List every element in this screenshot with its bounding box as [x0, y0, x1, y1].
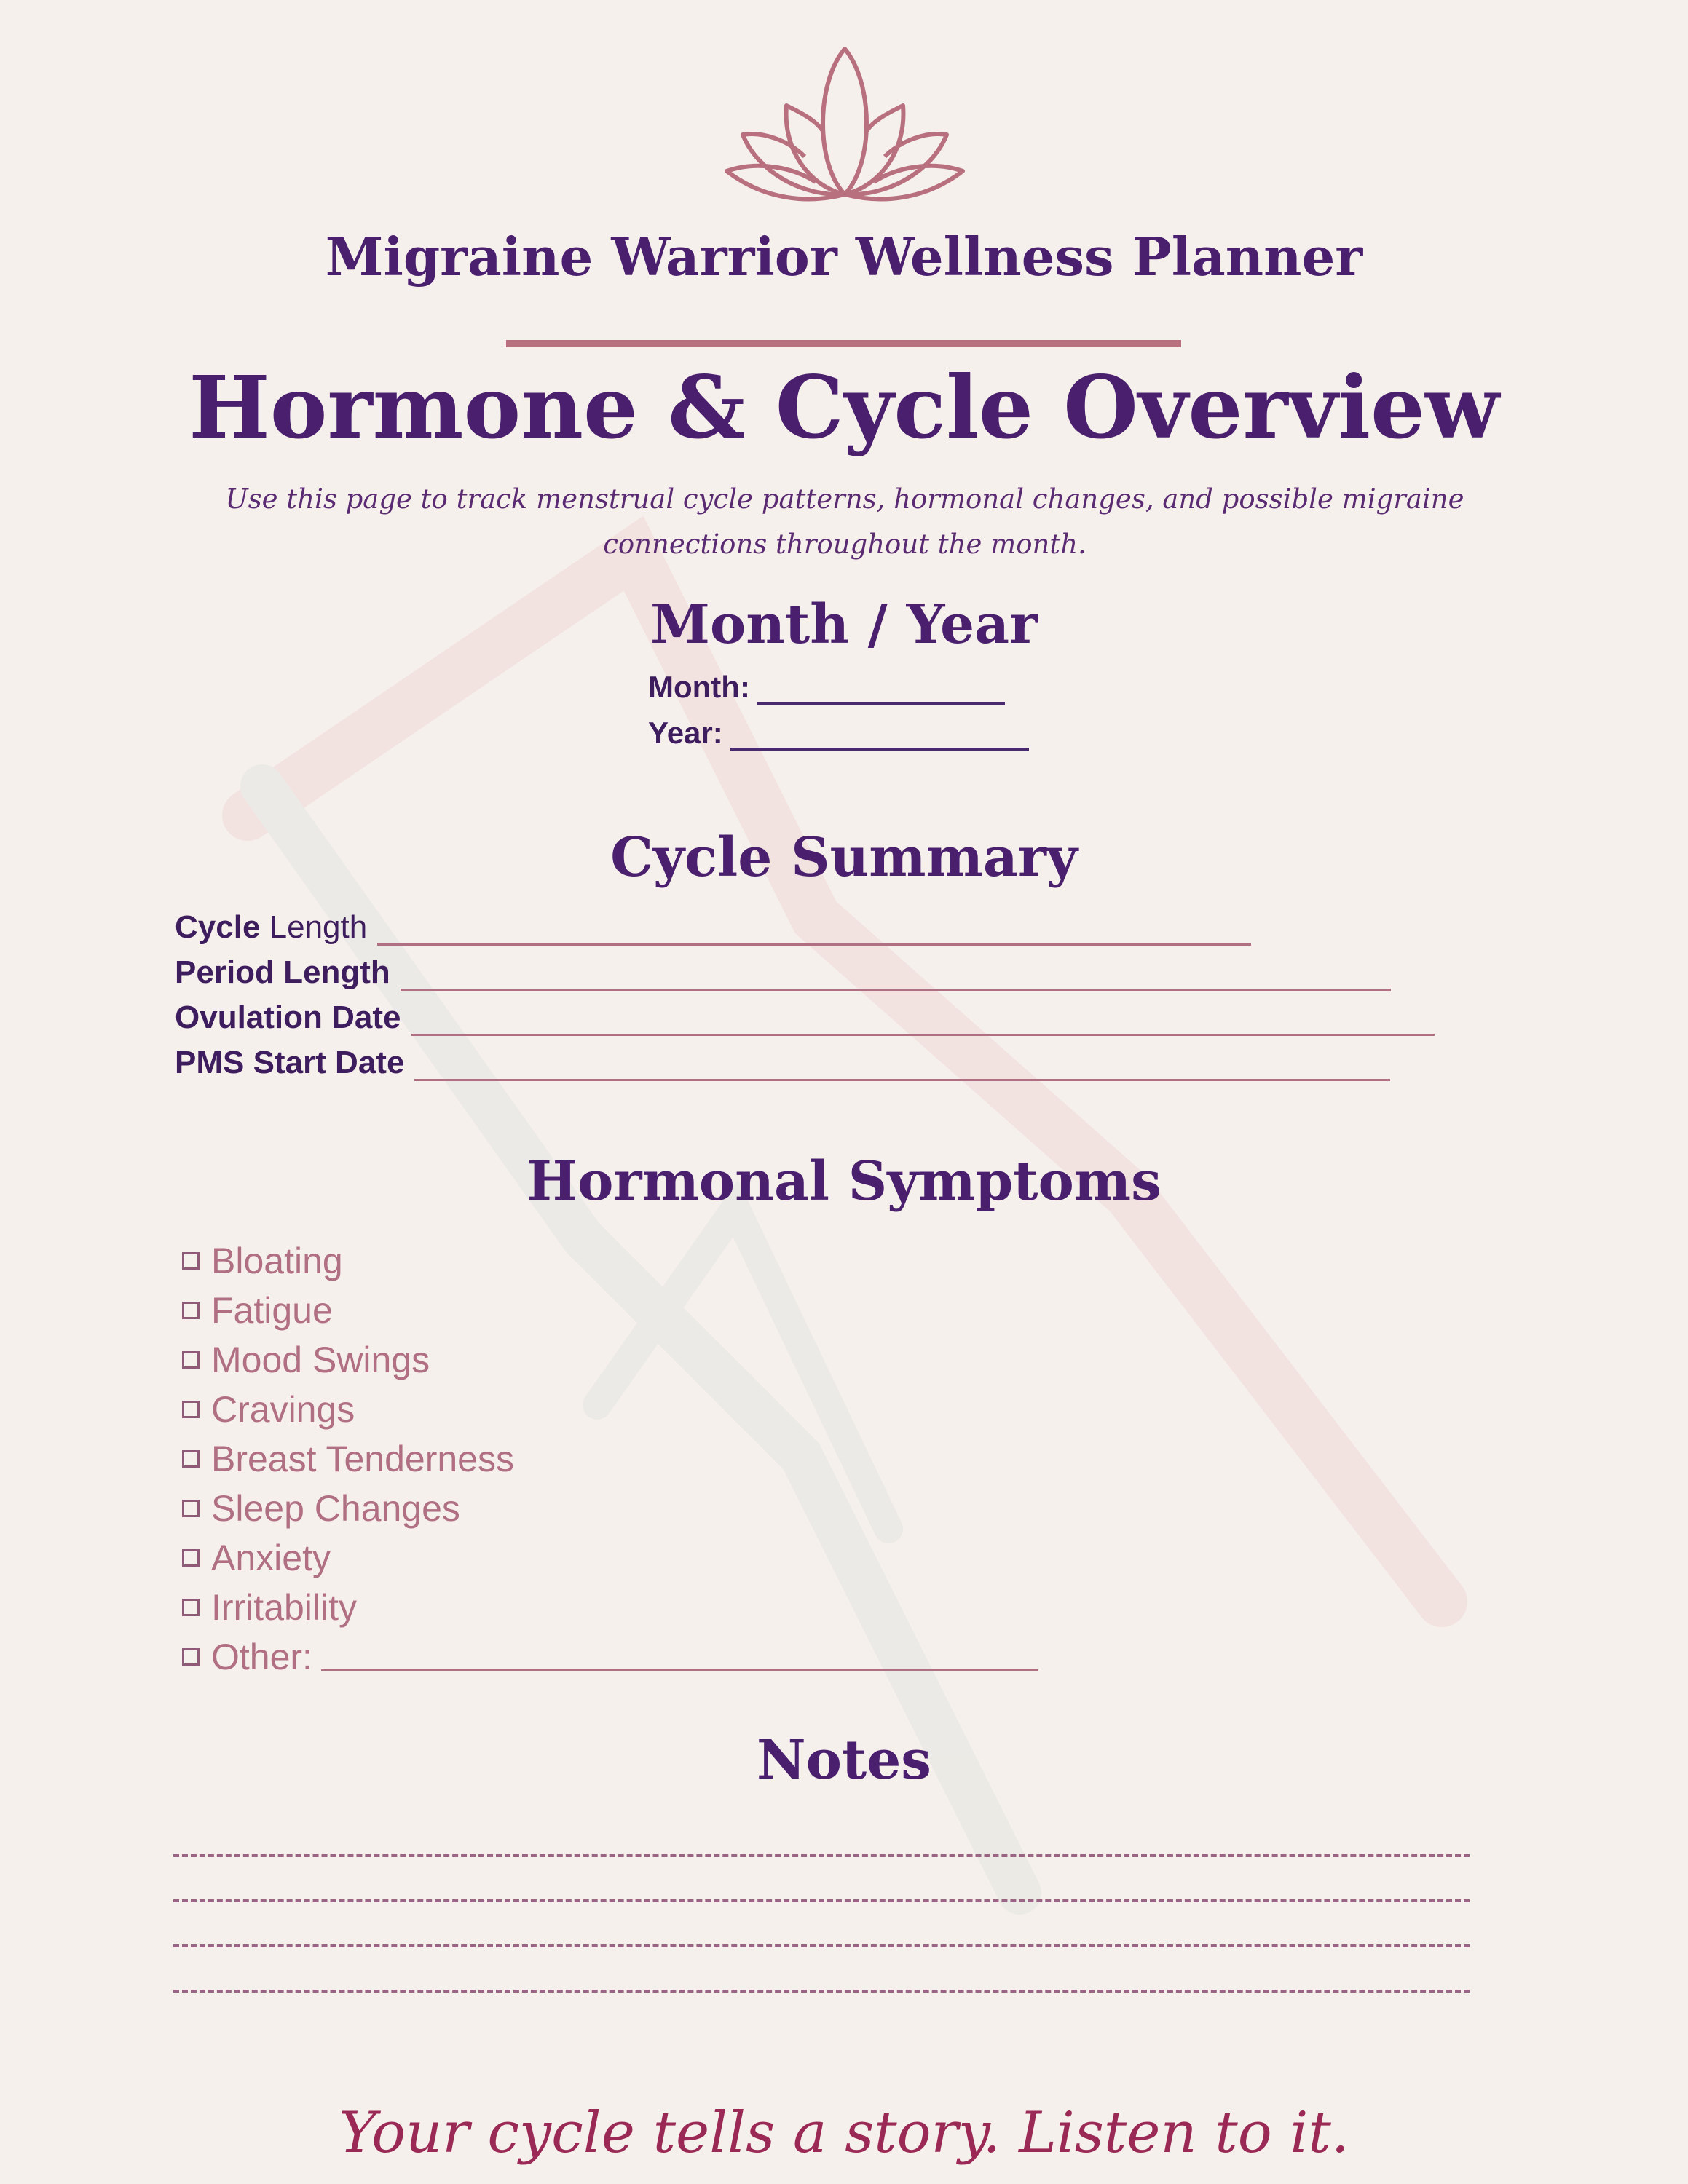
- checkbox-icon[interactable]: [182, 1302, 200, 1319]
- pms-start-date-field[interactable]: [175, 1040, 1390, 1081]
- hormonal-symptoms-heading: Hormonal Symptoms: [526, 1150, 1162, 1213]
- pms-start-date-label: PMS Start Date: [175, 1045, 405, 1080]
- year-label: Year:: [648, 716, 723, 750]
- symptom-label: Anxiety: [211, 1538, 331, 1578]
- symptom-checkbox-item[interactable]: [182, 1238, 343, 1284]
- notes-heading: Notes: [757, 1729, 931, 1792]
- checkbox-icon[interactable]: [182, 1450, 200, 1468]
- intro-text: Use this page to track menstrual cycle patterns, hormonal changes, and possible migraine connections throughout the month.: [225, 483, 1464, 560]
- symptom-checkbox-item[interactable]: [182, 1535, 331, 1581]
- tagline: Your cycle tells a story. Listen to it.: [339, 2100, 1349, 2166]
- month-blank[interactable]: [757, 676, 1005, 705]
- notes-line[interactable]: [173, 1944, 1470, 1947]
- year-blank[interactable]: [730, 721, 1029, 751]
- other-symptom-blank[interactable]: [321, 1643, 1038, 1671]
- symptom-checkbox-item[interactable]: [182, 1485, 460, 1532]
- symptom-checkbox-item[interactable]: [182, 1287, 333, 1334]
- notes-line[interactable]: [173, 1899, 1470, 1902]
- cycle-length-label: Cycle Length: [175, 909, 368, 945]
- lotus-icon: [714, 40, 976, 211]
- month-label: Month:: [648, 670, 750, 704]
- notes-line[interactable]: [173, 1854, 1470, 1857]
- ovulation-date-blank[interactable]: [411, 1012, 1435, 1036]
- checkbox-icon[interactable]: [182, 1401, 200, 1418]
- page-title: Hormone & Cycle Overview: [189, 357, 1499, 458]
- notes-line[interactable]: [173, 1990, 1470, 1993]
- symptom-checkbox-item[interactable]: [182, 1337, 430, 1383]
- symptom-label: Irritability: [211, 1587, 358, 1628]
- checkbox-icon[interactable]: [182, 1648, 200, 1666]
- checkbox-icon[interactable]: [182, 1500, 200, 1517]
- ovulation-date-field[interactable]: [175, 995, 1435, 1036]
- symptom-label: Mood Swings: [211, 1340, 430, 1380]
- year-field[interactable]: [648, 716, 1029, 751]
- symptom-label: Bloating: [211, 1241, 343, 1281]
- checkbox-icon[interactable]: [182, 1599, 200, 1616]
- symptom-checkbox-item[interactable]: [182, 1584, 357, 1631]
- symptom-label: Other:: [211, 1637, 312, 1677]
- period-length-blank[interactable]: [401, 967, 1391, 991]
- month-field[interactable]: [648, 670, 1005, 705]
- cycle-length-blank[interactable]: [377, 922, 1251, 946]
- symptom-checkbox-item[interactable]: [182, 1634, 1038, 1680]
- symptom-checkbox-item[interactable]: [182, 1436, 514, 1482]
- symptom-label: Sleep Changes: [211, 1488, 460, 1529]
- symptom-label: Breast Tenderness: [211, 1439, 514, 1479]
- cycle-summary-heading: Cycle Summary: [610, 826, 1078, 889]
- period-length-label: Period Length: [175, 954, 390, 990]
- month-year-heading: Month / Year: [650, 593, 1038, 656]
- title-divider: [506, 340, 1181, 347]
- checkbox-icon[interactable]: [182, 1549, 200, 1567]
- ovulation-date-label: Ovulation Date: [175, 1000, 401, 1035]
- cycle-length-field[interactable]: [175, 905, 1251, 946]
- checkbox-icon[interactable]: [182, 1351, 200, 1369]
- checkbox-icon[interactable]: [182, 1252, 200, 1270]
- symptom-checkbox-item[interactable]: [182, 1386, 355, 1433]
- period-length-field[interactable]: [175, 950, 1391, 991]
- planner-title: Migraine Warrior Wellness Planner: [325, 226, 1363, 288]
- symptom-label: Fatigue: [211, 1290, 333, 1331]
- pms-start-date-blank[interactable]: [414, 1057, 1390, 1081]
- symptom-label: Cravings: [211, 1389, 355, 1430]
